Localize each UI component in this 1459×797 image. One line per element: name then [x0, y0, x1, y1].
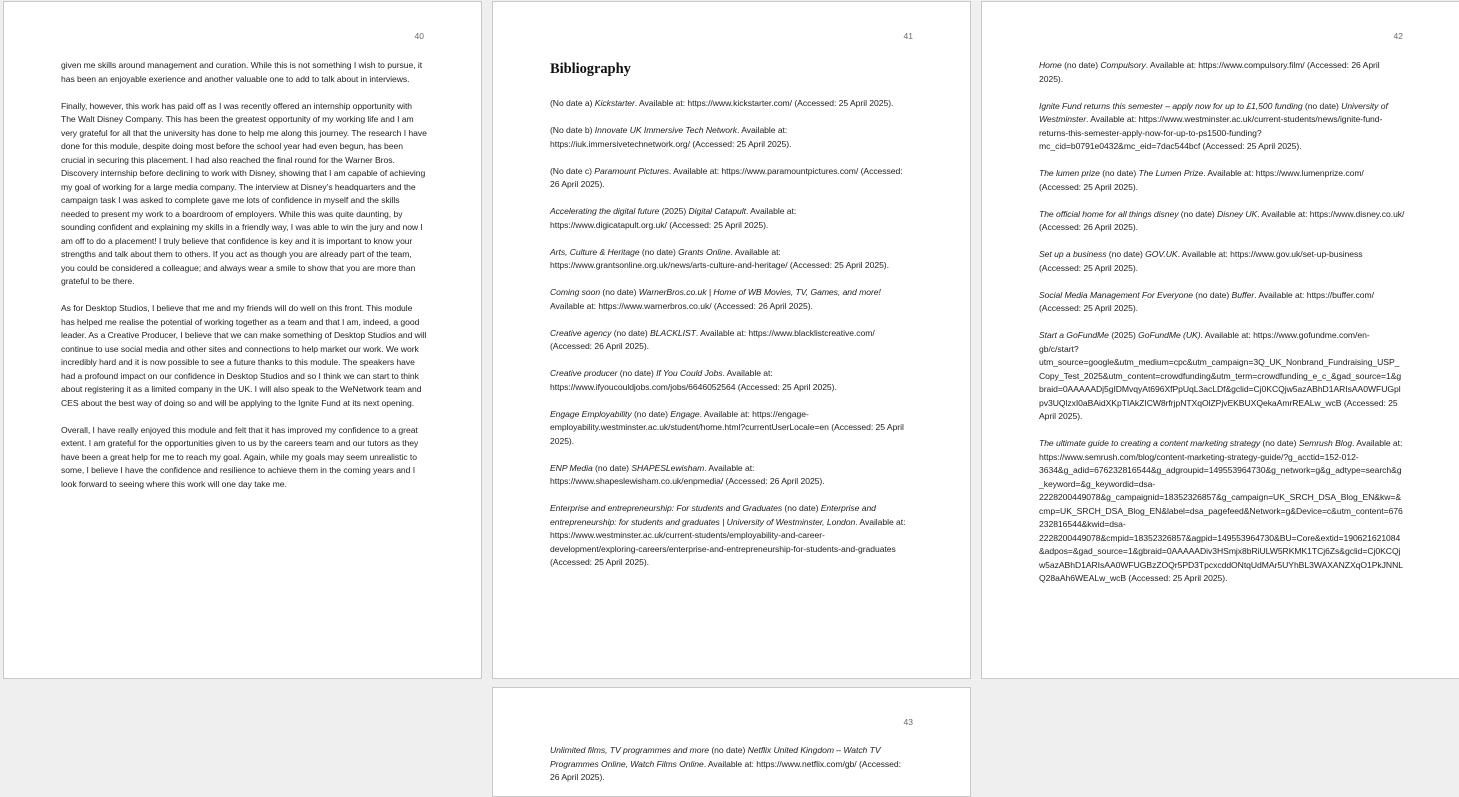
bibliography-entry [1039, 289, 1405, 316]
entry-title: University of Westminster [1039, 100, 1388, 124]
entry-title: Set up a business [1039, 249, 1107, 259]
entry-title: Enterprise and entrepreneurship: For students and Graduates [550, 503, 783, 513]
bibliography-entry [550, 502, 912, 570]
entry-title: WarnerBros.co.uk | Home of WB Movies, TV, Games, and more! [638, 287, 881, 297]
bibliography-entry [550, 327, 912, 354]
entry-title: GOV.UK [1145, 249, 1178, 259]
entry-text: (no date) [600, 287, 639, 297]
entry-text: (no date) [1106, 249, 1146, 259]
entry-text: . Available at: https://www.westminster.ac.uk/current-students/news/ignite-fund-returns-this-semester-apply-now-for-up-to-ps1500-funding?mc_cid=b0791e0432&mc_eid=7dac544bcf (Accessed: 25 April 2025). [1039, 114, 1383, 151]
document-page-42 [981, 1, 1459, 679]
document-page-43 [492, 687, 971, 797]
bibliography-entry [550, 246, 912, 273]
bibliography-entry [1039, 208, 1405, 235]
body-paragraph: given me skills around management and curation. While this is not something I wish to pursue, it has been an enjoyable exerience and another valuable one to add to talk about in interviews. [61, 60, 423, 84]
entry-title: The official home for all things disney [1039, 208, 1179, 219]
entry-text: . Available at: https://www.grantsonline.org.uk/news/arts-culture-and-heritage/ (Accessed: 25 April 2025). [550, 246, 889, 270]
entry-title: Digital Catapult [688, 206, 746, 216]
entry-title: Creative producer [550, 368, 618, 378]
bibliography-entry [1039, 100, 1405, 154]
entry-title: Unlimited films, TV programmes and more [550, 745, 709, 755]
entry-text: . Available at: https://www.disney.co.uk/ (Accessed: 26 April 2025). [1039, 208, 1405, 232]
entry-text: (no date) [1099, 168, 1139, 178]
entry-text: Available at: https://www.warnerbros.co.uk/ (Accessed: 26 April 2025). [550, 300, 813, 311]
entry-text: . Available at: https://engage-employability.westminster.ac.uk/student/home.html?currentUserLocale=en (Accessed: 25 April 2025). [550, 408, 904, 446]
bibliography-entry [550, 286, 912, 313]
entry-title: The lumen prize [1039, 168, 1100, 178]
bibliography-entry [550, 367, 912, 394]
entry-text: (No date b) [550, 125, 595, 135]
entry-text: . Available at: https://www.digicatapult.org.uk/ (Accessed: 25 April 2025). [550, 206, 797, 230]
bibliography-entry [1039, 248, 1405, 275]
entry-text: . Available at: https://www.semrush.com/blog/content-marketing-strategy-guide/?g_acctid=152-012-3634&g_adid=676232816544&g_adgroupid=149553964730&g_network=g&g_adtype=search&g_keyword=&g_keywordid=dsa-2228200449078&g_campaignid=18352326857&g_campaign=UK_SRCH_DSA_Blog_EN&kw=&cmp=UK_SRCH_DSA_Blog_EN&label=dsa_pagefeed&Network=g&Device=c&utm_content=676232816544&kwid=dsa-2228200449078&cmpid=18352326857&agpid=149553964730&BU=Core&extid=190621621084&adpos=&gad_source=1&gbraid=0AAAAADiv3HSmjx8bRiULW5RKMK1TCj6Zs&gclid=Cj0KCQjw5azABhD1ARIsAA0WFUGBzZOQr5PD3TpcxcddONtqUdMAr5UYhBL3WAXANZXqO1PkJNNLQ28aAh6WEALw_wcB (Accessed: 25 April 2025). [1039, 438, 1403, 583]
entry-text: (2025) [1108, 330, 1139, 340]
entry-title: Disney UK [1217, 208, 1258, 219]
entry-title: BLACKLIST [649, 327, 696, 338]
entry-text: (no date) [1178, 208, 1218, 219]
bibliography-heading: Bibliography [550, 61, 631, 77]
body-paragraph: As for Desktop Studios, I believe that me and my friends will do well on this front. This module has helped me realise the potential of working together as a team and that I am, indeed, a good leader. As a Creative Producer, I believe that we can make something of Desktop Studios and will continue to use social media and other sites and connections to help market our work. We work incredibly hard and it is now possible to see a future thanks to this module. The speakers have had a profound impact on our confidence in Desktop Studios and so I think we can start to think about registering it as a limited company in the UK. I will also speak to the WeNetwork team and CES about the best way of doing so and will be applying to the Ignite Fund at its next opening. [61, 303, 427, 408]
entry-text: (No date c) [550, 165, 595, 176]
page-number: 40 [414, 31, 424, 41]
entry-title: Buffer [1231, 289, 1255, 300]
page-number: 41 [903, 31, 913, 41]
bibliography-entry [550, 165, 912, 192]
entry-title: Creative agency [550, 327, 612, 338]
entry-text: . Available at: https://buffer.com/ (Accessed: 25 April 2025). [1039, 289, 1374, 313]
entry-title: Engage [670, 408, 700, 419]
entry-title: The ultimate guide to creating a content marketing strategy [1039, 438, 1261, 448]
entry-title: ENP Media [550, 462, 593, 473]
entry-text: (No date a) [550, 98, 595, 108]
entry-text: . Available at: https://www.ifyoucouldjobs.com/jobs/6646052564 (Accessed: 25 April 2025). [550, 368, 837, 392]
bibliography-entry [550, 408, 912, 449]
entry-text: . Available at: https://www.kickstarter.com/ (Accessed: 25 April 2025). [634, 98, 894, 108]
bibliography-entry [1039, 437, 1405, 586]
entry-text: (no date) [1192, 289, 1232, 300]
page-number: 42 [1393, 31, 1403, 41]
entry-title: Home [1039, 60, 1062, 70]
entry-title: Enterprise and entrepreneurship: for students and graduates | University of Westminster, London [550, 503, 876, 527]
entry-text: . Available at: https://www.netflix.com/gb/ (Accessed: 26 April 2025). [550, 758, 901, 782]
body-paragraph: Overall, I have really enjoyed this module and felt that it has improved my confidence to a great extent. I am grateful for the opportunities given to us by the careers team and our tutors as they have been a great help for me to reach my goal. Again, while my goals may seem unrealistic to some, I believe I have the confidence and resilience to achieve them in the coming years and I look forward to seeing where this work will one day take me. [61, 424, 419, 489]
entry-text: (no date) [592, 462, 632, 473]
bibliography-entry [550, 124, 912, 151]
entry-text: . Available at: https://www.shapeslewisham.co.uk/enpmedia/ (Accessed: 26 April 2025). [550, 462, 825, 486]
entry-title: Social Media Management For Everyone [1039, 289, 1193, 300]
reference-list [550, 97, 912, 570]
entry-title: SHAPESLewisham [631, 462, 705, 473]
entry-title: Grants Online [678, 246, 731, 257]
bibliography-entry [550, 205, 912, 232]
page-body [550, 744, 912, 797]
entry-text: (no date) [617, 368, 657, 378]
body-paragraph: Finally, however, this work has paid off as I was recently offered an internship opportunity with The Walt Disney Company. This has been the greatest opportunity of my working life and I am very grateful for all that the university has done to help me along this journey. The research I have done for this module, despite doing most before the school year had even begun, has been crucial in securing this placement. I had also reached the final round for the Warner Bros. Discovery internship before declining to work with Disney, showing that I am capable of achieving my goal of working for a large media company. The interview at Disney’s headquarters and the campaign task I was asked to complete gave me lots of confidence in myself and the skills needed to present my work to a boardroom of employers. While this was quite daunting, by sounding confident and explaining my skills in a friendly way, I was able to win the jury and now I am off to do a placement! I truly believe that confidence is key and it is important to know your strengths and talk about them to others. If you act as though you are already part of the team, you could be considered a colleague; and always wear a smile to show that you are more than grateful to be there. [61, 100, 427, 286]
entry-text: (no date) [1260, 438, 1299, 448]
entry-text: . Available at: https://www.paramountpictures.com/ (Accessed: 26 April 2025). [550, 165, 903, 189]
page-body [1039, 59, 1405, 599]
entry-text: . Available at: https://www.compulsory.film/ (Accessed: 26 April 2025). [1039, 60, 1380, 84]
reference-list [550, 744, 912, 785]
entry-text: (no date) [782, 503, 821, 513]
entry-title: Arts, Culture & Heritage [550, 246, 640, 257]
bibliography-entry [1039, 329, 1405, 424]
entry-text: (no date) [1061, 60, 1101, 70]
entry-title: Kickstarter [594, 98, 635, 108]
entry-text: . Available at: https://www.westminster.ac.uk/current-students/employability-and-career-development/exploring-careers/enterprise-and-entrepreneurship-for-students-and-graduates (Accessed: 25 April 2025). [550, 516, 906, 567]
entry-text: (no date) [1302, 100, 1342, 111]
entry-text: . Available at: https://iuk.immersivetechnetwork.org/ (Accessed: 25 April 2025). [550, 125, 792, 149]
entry-title: Compulsory [1100, 60, 1146, 70]
entry-title: If You Could Jobs [656, 368, 723, 378]
entry-text: (no date) [631, 408, 671, 419]
entry-title: Innovate UK Immersive Tech Network [594, 125, 738, 135]
entry-text: . Available at: https://www.lumenprize.com/ (Accessed: 25 April 2025). [1039, 168, 1364, 192]
entry-title: Netflix United Kingdom – Watch TV Programmes Online, Watch Films Online [550, 745, 881, 769]
bibliography-entry [550, 462, 912, 489]
entry-title: Engage Employability [550, 408, 632, 419]
entry-title: Coming soon [550, 287, 601, 297]
document-page-41 [492, 1, 971, 679]
entry-title: GoFundMe (UK) [1138, 330, 1201, 340]
entry-text: . Available at: https://www.gofundme.com/en-gb/c/start?utm_source=google&utm_medium=cpc&utm_campaign=3Q_UK_Nonbrand_Fundraising_USP_Copy_Test_2025&utm_content=crowdfunding&utm_term=crowdfunding_e_c_&gad_source=1&gbraid=0AAAAADj5gIDMvqyAt696XfPpUqL3acLDf&gclid=Cj0KCQjw5azABhD1ARIsAA0WFUGplpv3UQlzxI0aBAidXKpTIAkZICW8rfrjpNTXqOlZPjvEKBUXQekaAmrREALw_wcB (Accessed: 25 April 2025). [1039, 330, 1402, 421]
entry-text: (no date) [639, 246, 679, 257]
entry-text: . Available at: https://www.gov.uk/set-up-business (Accessed: 25 April 2025). [1039, 249, 1363, 273]
entry-title: Ignite Fund returns this semester – apply now for up to £1,500 funding [1039, 100, 1303, 111]
entry-text: (no date) [611, 327, 650, 338]
entry-title: The Lumen Prize [1138, 168, 1204, 178]
page-body [61, 59, 427, 505]
page-body [550, 59, 912, 583]
entry-title: Semrush Blog [1298, 438, 1353, 448]
document-page-40 [3, 1, 482, 679]
bibliography-entry [550, 97, 912, 111]
entry-text: (2025) [659, 206, 689, 216]
entry-title: Accelerating the digital future [550, 206, 660, 216]
reference-list [1039, 59, 1405, 586]
entry-title: Start a GoFundMe [1039, 330, 1109, 340]
bibliography-entry [1039, 59, 1405, 86]
entry-text: . Available at: https://www.blacklistcreative.com/ (Accessed: 26 April 2025). [550, 327, 875, 351]
bibliography-entry [550, 744, 912, 785]
bibliography-entry [1039, 167, 1405, 194]
page-number: 43 [903, 717, 913, 727]
entry-title: Paramount Pictures [594, 165, 669, 176]
entry-text: (no date) [709, 745, 748, 755]
